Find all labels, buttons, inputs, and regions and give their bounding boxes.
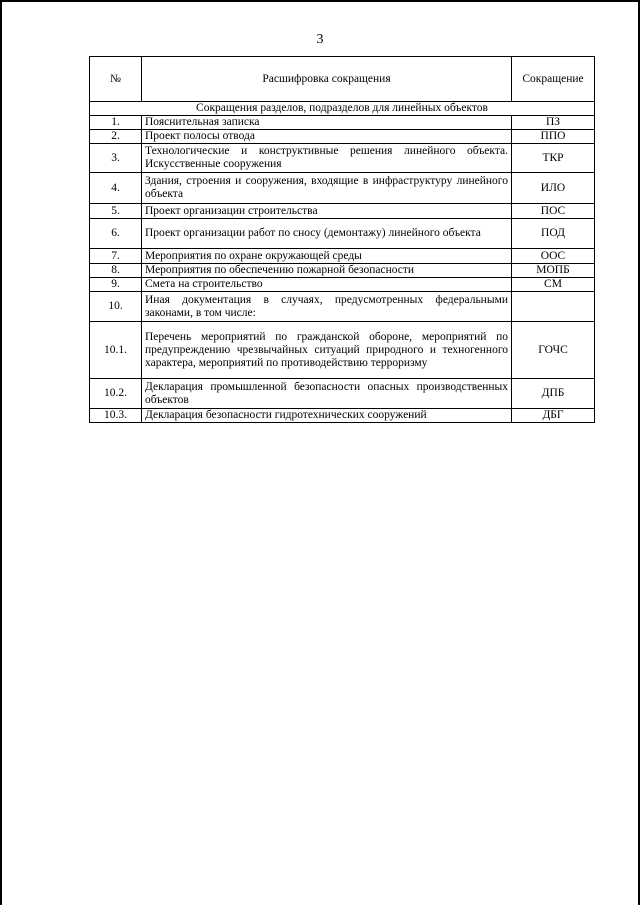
row-description: Декларация промышленной безопасности опасных производственных объектов [142, 379, 512, 409]
row-num: 8. [90, 264, 142, 278]
table-row [90, 144, 595, 173]
row-num: 2. [90, 130, 142, 144]
row-description: Мероприятия по обеспечению пожарной безопасности [142, 264, 512, 278]
row-abbreviation: МОПБ [512, 264, 595, 278]
table-row [90, 264, 595, 278]
row-abbreviation: СМ [512, 278, 595, 292]
header-abbreviation: Сокращение [512, 57, 595, 102]
section-title-row [90, 102, 595, 116]
section-title: Сокращения разделов, подразделов для линейных объектов [90, 102, 595, 116]
row-description: Декларация безопасности гидротехнических сооружений [142, 409, 512, 423]
row-description: Перечень мероприятий по гражданской обороне, мероприятий по предупреждению чрезвычайных ситуаций природного и техногенного характера, мероприятий по противодействию терроризму [142, 322, 512, 379]
row-abbreviation: ПЗ [512, 116, 595, 130]
row-abbreviation: ГОЧС [512, 322, 595, 379]
table-row [90, 249, 595, 264]
row-description: Мероприятия по охране окружающей среды [142, 249, 512, 264]
row-num: 10.3. [90, 409, 142, 423]
page-number: 3 [316, 32, 324, 47]
table-row [90, 278, 595, 292]
row-num: 10.1. [90, 322, 142, 379]
table-row [90, 409, 595, 423]
scan-border-top [0, 0, 640, 2]
row-description: Пояснительная записка [142, 116, 512, 130]
row-num: 6. [90, 219, 142, 249]
row-description: Здания, строения и сооружения, входящие в инфраструктуру линейного объекта [142, 173, 512, 204]
header-num: № [90, 57, 142, 102]
row-description: Проект организации работ по сносу (демонтажу) линейного объекта [142, 219, 512, 249]
row-description: Иная документация в случаях, предусмотренных федеральными законами, в том числе: [142, 292, 512, 322]
table-row [90, 116, 595, 130]
table-row [90, 130, 595, 144]
row-description: Смета на строительство [142, 278, 512, 292]
row-num: 1. [90, 116, 142, 130]
row-abbreviation: ДПБ [512, 379, 595, 409]
row-abbreviation: ТКР [512, 144, 595, 173]
abbreviations-table [89, 56, 595, 423]
row-num: 10. [90, 292, 142, 322]
row-num: 7. [90, 249, 142, 264]
row-abbreviation: ООС [512, 249, 595, 264]
row-num: 3. [90, 144, 142, 173]
row-description: Технологические и конструктивные решения линейного объекта. Искусственные сооружения [142, 144, 512, 173]
row-abbreviation: ИЛО [512, 173, 595, 204]
table-row [90, 322, 595, 379]
row-num: 5. [90, 204, 142, 219]
row-abbreviation [512, 292, 595, 322]
table-row [90, 204, 595, 219]
row-description: Проект полосы отвода [142, 130, 512, 144]
header-description: Расшифровка сокращения [142, 57, 512, 102]
table-row [90, 379, 595, 409]
row-abbreviation: ПОС [512, 204, 595, 219]
table-row [90, 292, 595, 322]
row-num: 10.2. [90, 379, 142, 409]
table-header-row [90, 57, 595, 102]
row-num: 9. [90, 278, 142, 292]
scan-border-left [0, 0, 2, 905]
row-abbreviation: ПОД [512, 219, 595, 249]
row-num: 4. [90, 173, 142, 204]
table-row [90, 219, 595, 249]
table-row [90, 173, 595, 204]
row-abbreviation: ППО [512, 130, 595, 144]
row-description: Проект организации строительства [142, 204, 512, 219]
row-abbreviation: ДБГ [512, 409, 595, 423]
